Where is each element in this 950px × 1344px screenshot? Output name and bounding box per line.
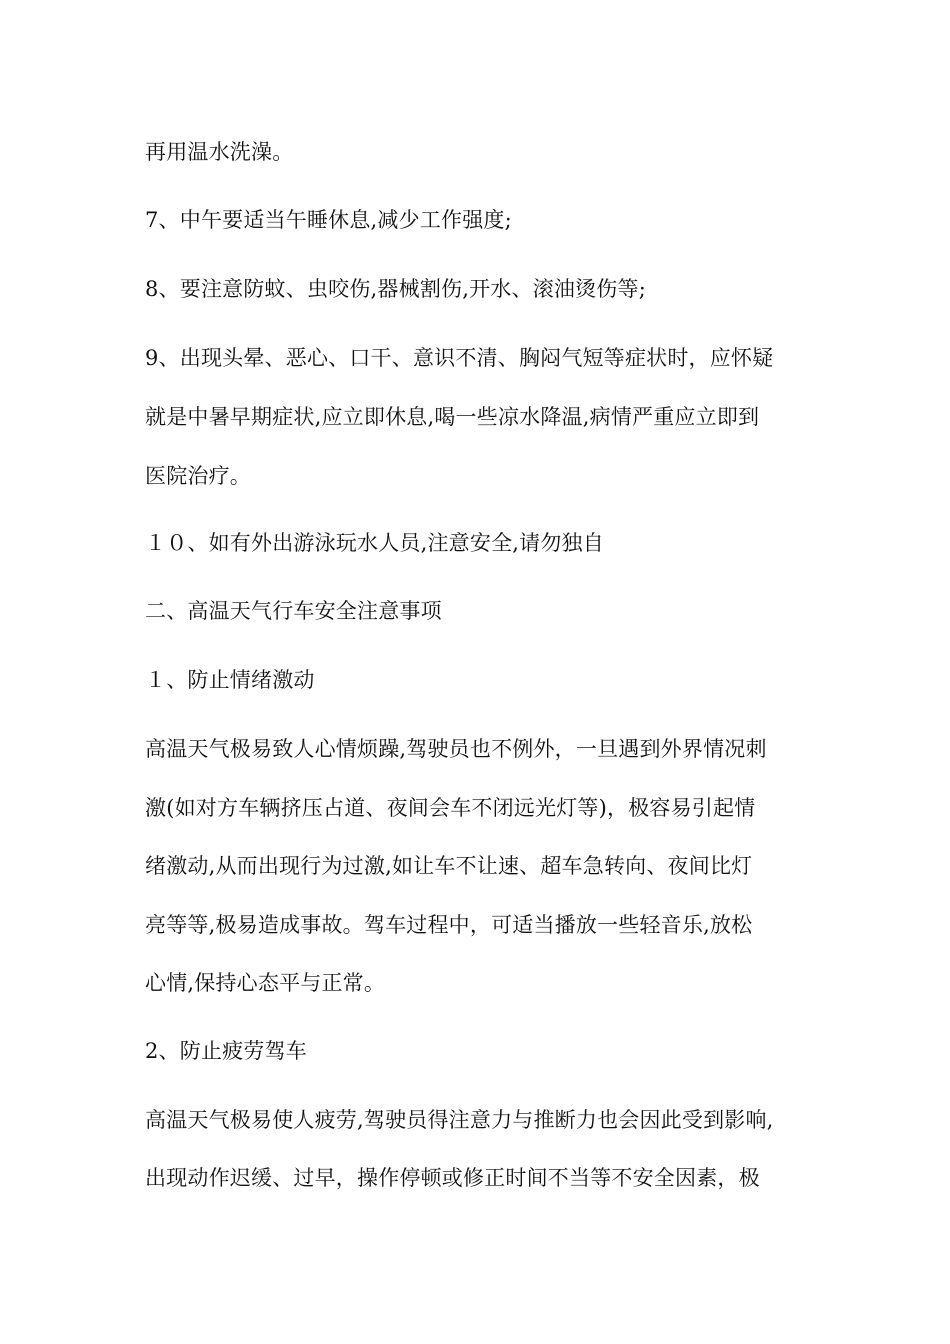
list-item: 9、出现头晕、恶心、口干、意识不清、胸闷气短等症状时，应怀疑 — [145, 346, 774, 370]
text-line: 激(如对方车辆挤压占道、夜间会车不闭远光灯等)，极容易引起情 — [145, 796, 756, 820]
text-line: 就是中暑早期症状,应立即休息,喝一些凉水降温,病情严重应立即到 — [145, 405, 760, 429]
list-item: １０、如有外出游泳玩水人员,注意安全,请勿独自 — [145, 531, 604, 555]
text-line: 再用温水洗澡。 — [145, 140, 294, 164]
list-item: 8、要注意防蚊、虫咬伤,器械割伤,开水、滚油烫伤等; — [145, 277, 646, 301]
subsection-heading: １、防止情绪激动 — [145, 668, 315, 692]
text-line: 医院治疗。 — [145, 464, 251, 488]
text-line: 亮等等,极易造成事故。驾车过程中，可适当播放一些轻音乐,放松 — [145, 913, 753, 937]
subsection-heading: 2、防止疲劳驾车 — [145, 1039, 307, 1063]
list-item: 7、中午要适当午睡休息,减少工作强度; — [145, 208, 512, 232]
text-line: 高温天气极易致人心情烦躁,驾驶员也不例外，一旦遇到外界情况刺 — [145, 737, 767, 761]
text-line: 心情,保持心态平与正常。 — [145, 971, 386, 995]
text-line: 绪激动,从而出现行为过激,如让车不让速、超车急转向、夜间比灯 — [145, 854, 753, 878]
text-line: 出现动作迟缓、过早，操作停顿或修正时间不当等不安全因素，极 — [145, 1166, 760, 1190]
text-line: 高温天气极易使人疲劳,驾驶员得注意力与推断力也会因此受到影响, — [145, 1108, 774, 1132]
section-heading: 二、高温天气行车安全注意事项 — [145, 599, 442, 623]
